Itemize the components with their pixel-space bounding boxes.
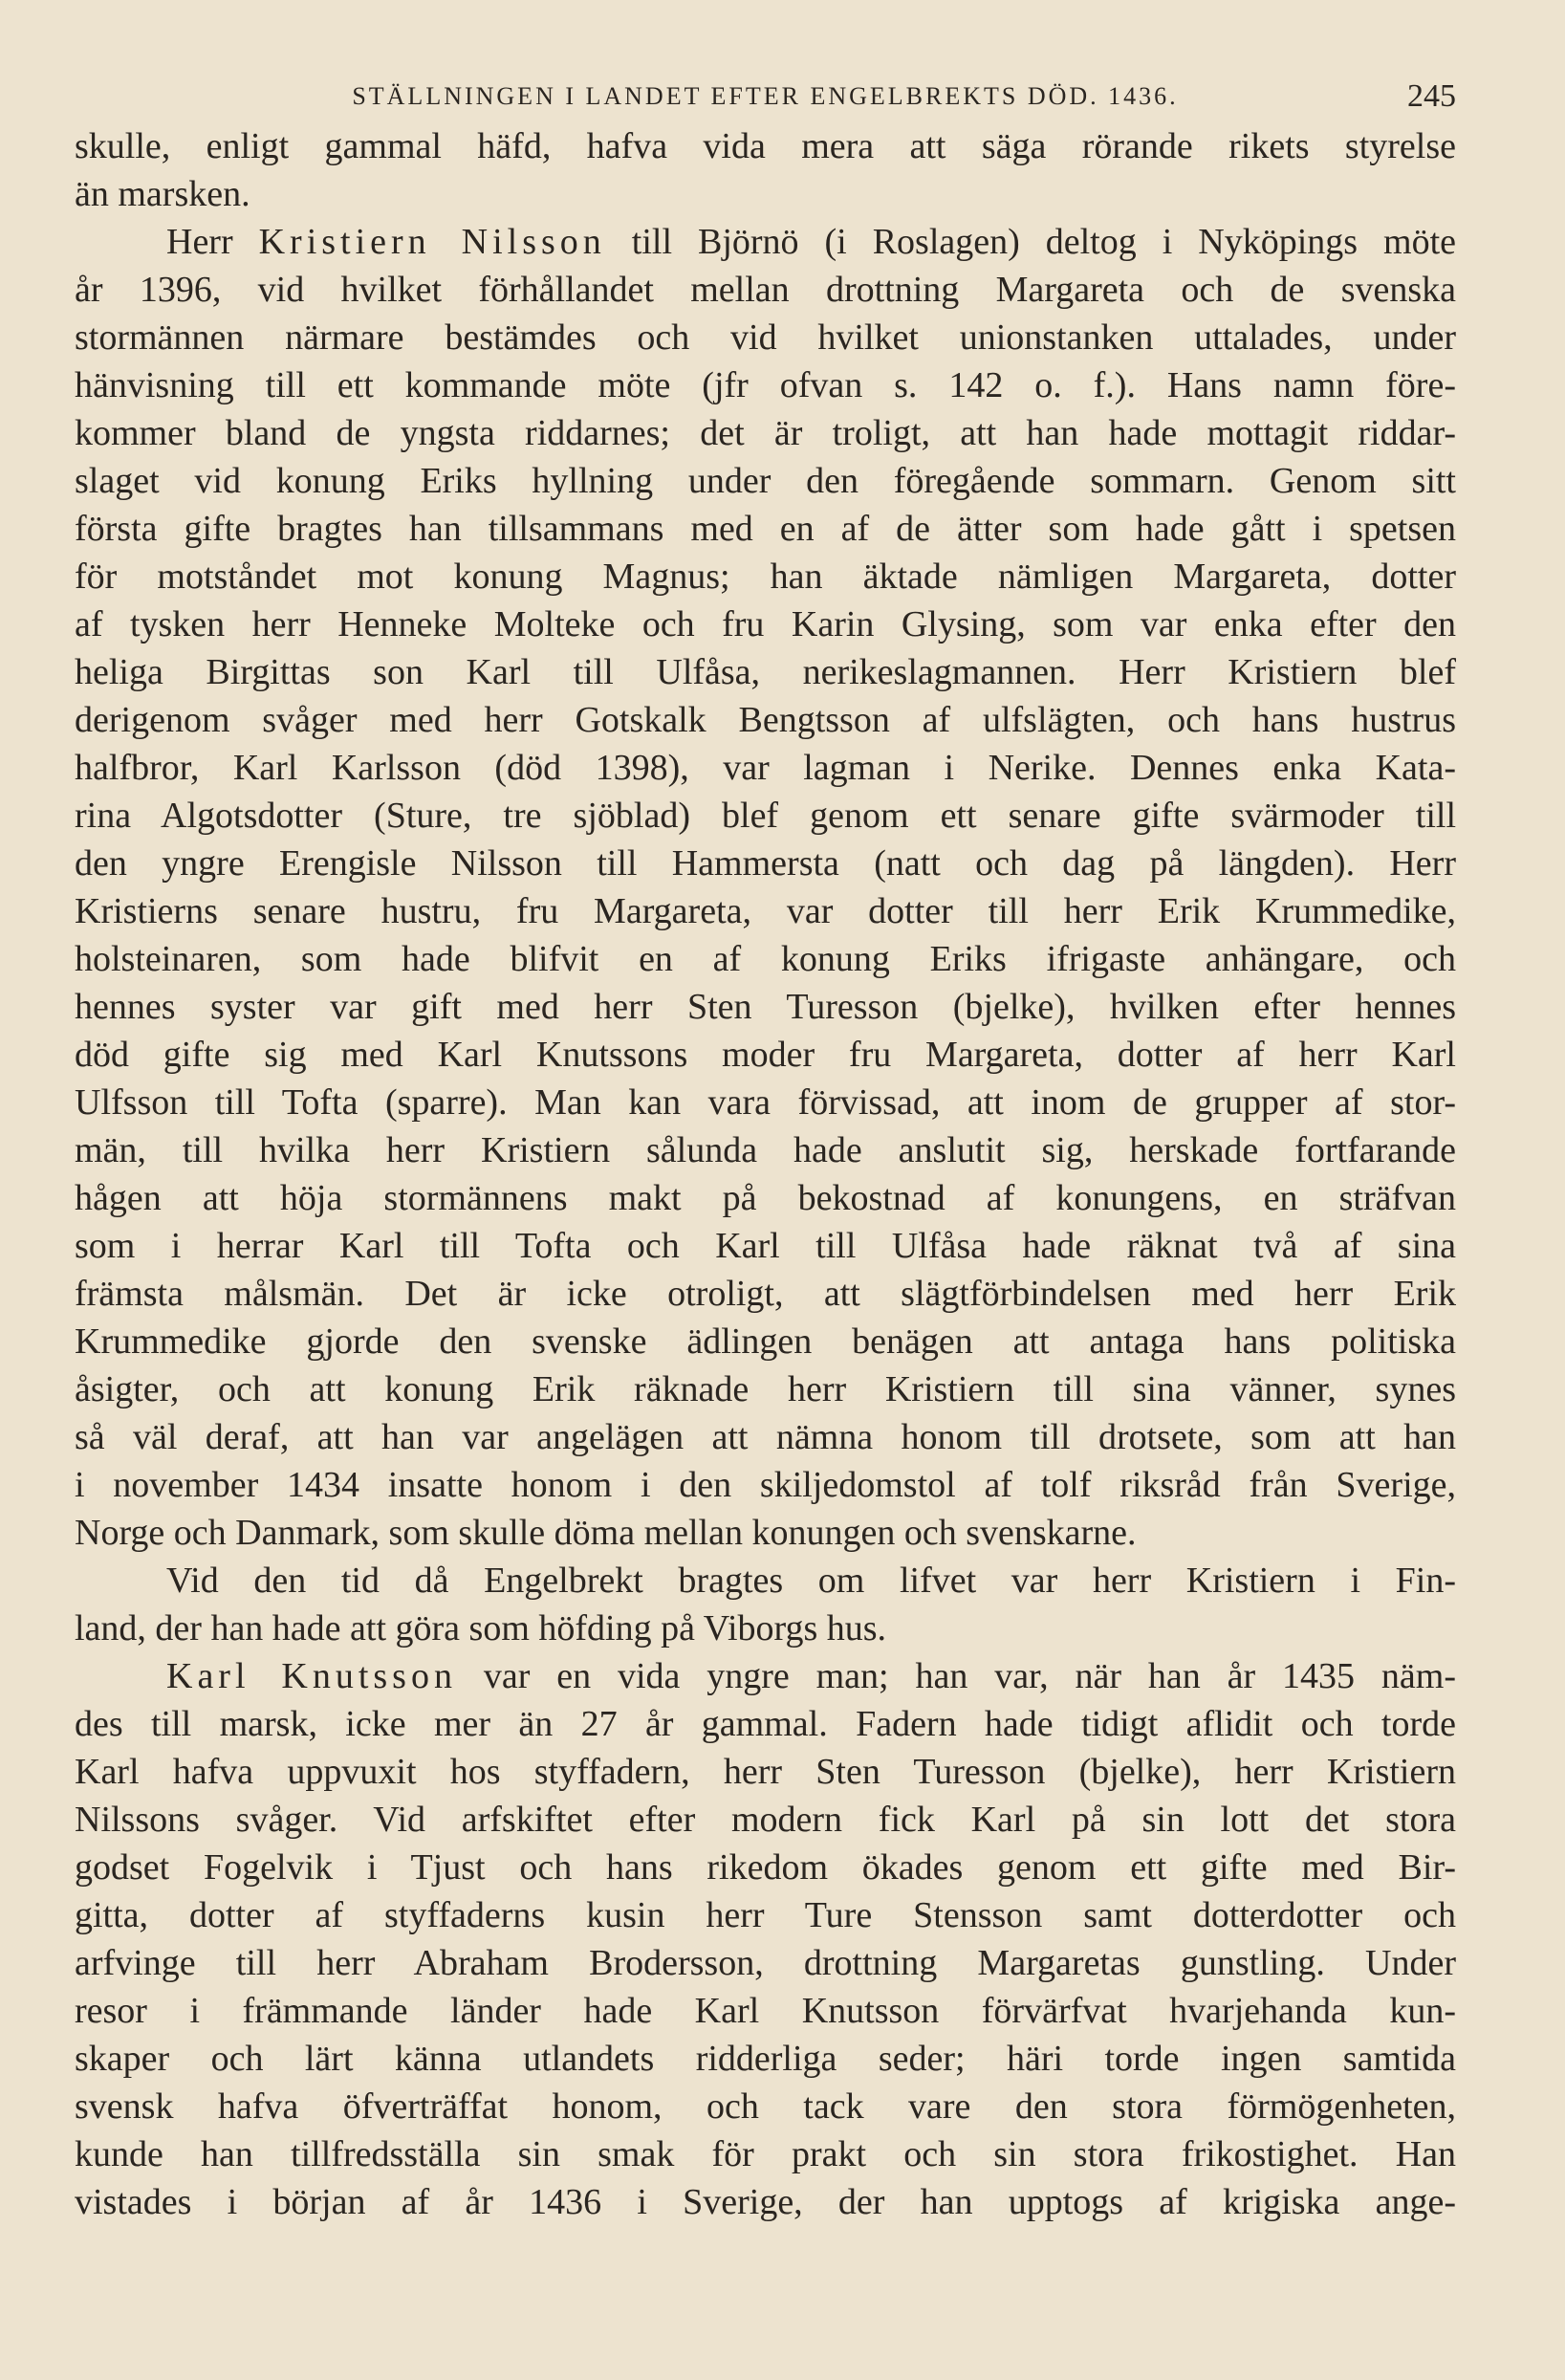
text-line: hågen att höja stormännens makt på bekostnad af konungens, en sträfvan [75,1178,1456,1218]
text-line: stormännen närmare bestämdes och vid hvilket unionstanken uttalades, under [75,317,1456,358]
text-line: så väl deraf, att han var angelägen att nämna honom till drotsete, som att han [75,1417,1456,1457]
text-line: Nilssons svåger. Vid arfskiftet efter modern fick Karl på sin lott det stora [75,1800,1456,1840]
text-line: åsigter, och att konung Erik räknade herr Kristiern till sina vänner, synes [75,1369,1456,1409]
text-line: resor i främmande länder hade Karl Knutsson förvärfvat hvarjehanda kun- [75,1991,1456,2031]
text-line: gitta, dotter af styffaderns kusin herr Ture Stensson samt dotterdotter och [75,1895,1456,1935]
running-title: STÄLLNINGEN I LANDET EFTER ENGELBREKTS DÖD. 1436. [352,82,1179,110]
text-line: för motståndet mot konung Magnus; han äktade nämligen Margareta, dotter [75,557,1456,597]
running-header [75,73,1456,120]
paragraph-start-line: Herr Kristiern Nilsson till Björnö (i Roslagen) deltog i Nyköpings möte [166,222,1456,262]
text-line: hänvisning till ett kommande möte (jfr ofvan s. 142 o. f.). Hans namn före- [75,365,1456,405]
text-line: kommer bland de yngsta riddarnes; det är troligt, att han hade mottagit riddar- [75,413,1456,453]
text-line: kunde han tillfredsställa sin smak för prakt och sin stora frikostighet. Han [75,2134,1456,2174]
text-line: slaget vid konung Eriks hyllning under den föregående sommarn. Genom sitt [75,461,1456,501]
text-line: som i herrar Karl till Tofta och Karl till Ulfåsa hade räknat två af sina [75,1226,1456,1266]
text-line: af tysken herr Henneke Molteke och fru Karin Glysing, som var enka efter den [75,604,1456,644]
text-line: i november 1434 insatte honom i den skiljedomstol af tolf riksråd från Sverige, [75,1465,1456,1505]
body-text [75,122,1456,2226]
text-line: heliga Birgittas son Karl till Ulfåsa, nerikeslagmannen. Herr Kristiern blef [75,652,1456,692]
text-line: Ulfsson till Tofta (sparre). Man kan vara förvissad, att inom de grupper af stor- [75,1082,1456,1123]
text-line: arfvinge till herr Abraham Brodersson, drottning Margaretas gunstling. Under [75,1943,1456,1983]
text-line: skulle, enligt gammal häfd, hafva vida mera att säga rörande rikets styrelse [75,126,1456,166]
text-line: Kristierns senare hustru, fru Margareta, var dotter till herr Erik Krummedike, [75,891,1456,931]
text-line: år 1396, vid hvilket förhållandet mellan drottning Margareta och de svenska [75,270,1456,310]
text-line: vistades i början af år 1436 i Sverige, der han upptogs af krigiska ange- [75,2182,1456,2222]
text-line: des till marsk, icke mer än 27 år gammal. Fadern hade tidigt aflidit och torde [75,1704,1456,1744]
text-line: Krummedike gjorde den svenske ädlingen benägen att antaga hans politiska [75,1321,1456,1362]
text-line: godset Fogelvik i Tjust och hans rikedom ökades genom ett gifte med Bir- [75,1847,1456,1888]
text-line: Karl hafva uppvuxit hos styffadern, herr Sten Turesson (bjelke), herr Kristiern [75,1752,1456,1792]
text-line: män, till hvilka herr Kristiern sålunda hade anslutit sig, herskade fortfarande [75,1130,1456,1170]
text-line: första gifte bragtes han tillsammans med en af de ätter som hade gått i spetsen [75,509,1456,549]
page-number: 245 [1407,78,1456,114]
text-line: holsteinaren, som hade blifvit en af konung Eriks ifrigaste anhängare, och [75,939,1456,979]
paragraph-start-line: Karl Knutsson var en vida yngre man; han var, när han år 1435 näm- [166,1656,1456,1696]
text-line: hennes syster var gift med herr Sten Turesson (bjelke), hvilken efter hennes [75,987,1456,1027]
text-line: svensk hafva öfverträffat honom, och tack vare den stora förmögenheten, [75,2086,1456,2127]
text-line: derigenom svåger med herr Gotskalk Bengtsson af ulfslägten, och hans hustrus [75,700,1456,740]
text-line: främsta målsmän. Det är icke otroligt, att slägtförbindelsen med herr Erik [75,1274,1456,1314]
text-line: rina Algotsdotter (Sture, tre sjöblad) blef genom ett senare gifte svärmoder till [75,796,1456,836]
text-line: skaper och lärt känna utlandets ridderliga seder; häri torde ingen samtida [75,2039,1456,2079]
text-line: land, der han hade att göra som höfding på Viborgs hus. [75,1608,887,1649]
paragraph-start-line: Vid den tid då Engelbrekt bragtes om lifvet var herr Kristiern i Fin- [166,1561,1456,1601]
text-line: än marsken. [75,174,250,214]
text-line: den yngre Erengisle Nilsson till Hammersta (natt och dag på längden). Herr [75,843,1456,884]
text-line: halfbror, Karl Karlsson (död 1398), var lagman i Nerike. Dennes enka Kata- [75,748,1456,788]
text-line: Norge och Danmark, som skulle döma mellan konungen och svenskarne. [75,1513,1137,1553]
text-line: död gifte sig med Karl Knutssons moder fru Margareta, dotter af herr Karl [75,1035,1456,1075]
